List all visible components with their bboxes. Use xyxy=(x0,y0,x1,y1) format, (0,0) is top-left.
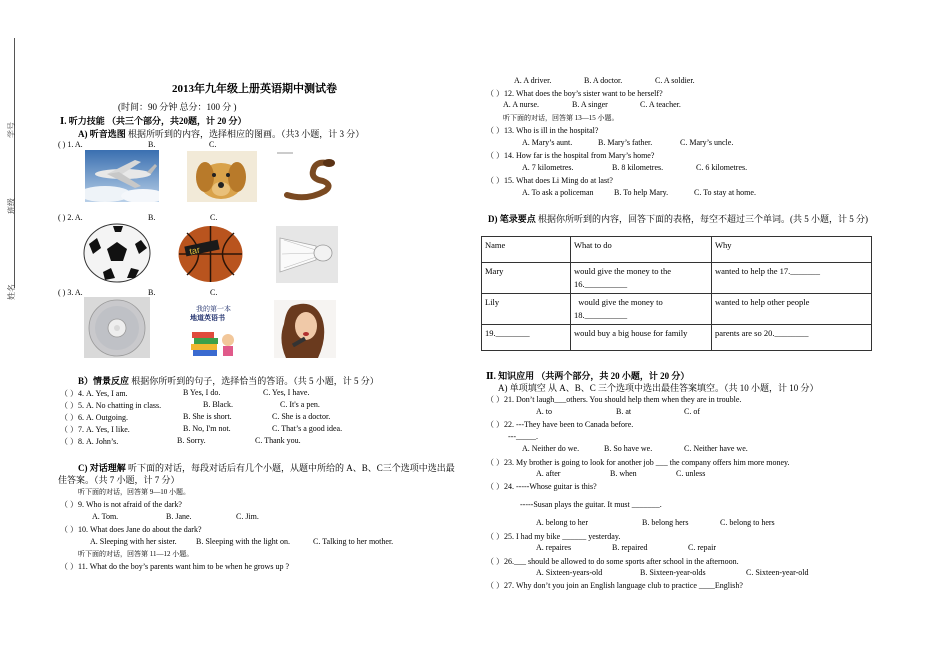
q13-c: C. Mary’s uncle. xyxy=(680,138,734,147)
q21-c: C. of xyxy=(684,407,700,416)
q7-b: B. No, I'm not. xyxy=(183,424,231,433)
section-d-line xyxy=(488,212,868,225)
table-header-row xyxy=(482,237,872,263)
q22-b: B. So have we. xyxy=(604,444,653,453)
q8-a: （ ）8. A. John’s. xyxy=(60,437,119,446)
q3-c: C. xyxy=(210,288,218,297)
section-c-desc: 听下面的对话，每段对话后有几个小题，从题中所给的 A、B、C三个选项中选出最 xyxy=(128,463,455,473)
q4-a: （ ）4. A. Yes, I am. xyxy=(60,389,128,398)
part2-heading: Ⅱ. 知识应用 （共两个部分，共 20 小题，计 20 分） xyxy=(486,371,690,381)
cd-disc-image xyxy=(84,297,150,358)
q24-reply: -----Susan plays the guitar. It must _______. xyxy=(520,500,662,509)
note-q11-12: 听下面的对话，回答第 11—12 小题。 xyxy=(78,550,194,558)
q11-c: C. A soldier. xyxy=(655,76,695,85)
q26-c: C. Sixteen-year-old xyxy=(746,568,809,577)
q22-c: C. Neither have we. xyxy=(684,444,748,453)
class-label: 班级 xyxy=(7,198,16,214)
q3-label: ( ) 3. A. xyxy=(58,288,83,297)
q6-a: （ ）6. A. Outgoing. xyxy=(60,413,128,422)
q11-b: B. A doctor. xyxy=(584,76,623,85)
table-cell: Mary xyxy=(482,263,571,294)
q14-b: B. 8 kilometres. xyxy=(612,163,664,172)
q6-b: B. She is short. xyxy=(183,412,232,421)
section-a-heading: A) 听音选图 xyxy=(78,129,126,139)
q25-c: C. repair xyxy=(688,543,716,552)
q10-a: A. Sleeping with her sister. xyxy=(90,537,177,546)
section-d-desc: 根据你所听到的内容，回答下面的表格，每空不超过三个单词。(共 5 小题，计 5 分) xyxy=(538,214,868,224)
table-row xyxy=(482,263,872,294)
table-row xyxy=(482,294,872,325)
table-header-why: Why xyxy=(712,237,872,263)
section-b-heading: B）情景反应 xyxy=(78,376,130,386)
q26-b: B. Sixteen-year-olds xyxy=(640,568,706,577)
q4-c: C. Yes, I have. xyxy=(263,388,310,397)
q26-a: A. Sixteen-years-old xyxy=(536,568,603,577)
book-title-line1: 我的第一本 xyxy=(196,305,231,313)
note-q9-10: 听下面的对话，回答第 9—10 小题。 xyxy=(78,488,190,496)
q27: （ ）27. Why don’t you join an English language club to practice ____English? xyxy=(486,581,743,590)
name-label: 姓名 xyxy=(7,284,16,300)
english-book-image xyxy=(186,298,241,358)
q14: （ ）14. How far is the hospital from Mary’s home? xyxy=(486,151,655,160)
part1-heading: Ⅰ. 听力技能 （共三个部分，共20题，计 20 分） xyxy=(60,116,247,126)
q1-c: C. xyxy=(209,140,217,149)
q10-b: B. Sleeping with the light on. xyxy=(196,537,290,546)
dictation-table xyxy=(481,236,872,351)
q3-b: B. xyxy=(148,288,156,297)
section-b-line xyxy=(78,374,379,387)
q24: （ ）24. -----Whose guitar is this? xyxy=(486,482,597,491)
q21: （ ）21. Don’t laugh___others. You should help them when they are in trouble. xyxy=(486,395,742,404)
q24-c: C. belong to hers xyxy=(720,518,775,527)
table-cell[interactable]: parents are so 20.________ xyxy=(712,325,872,351)
q15-a: A. To ask a policeman xyxy=(522,188,594,197)
q22-a: A. Neither do we. xyxy=(522,444,580,453)
table-header-name: Name xyxy=(482,237,571,263)
q1-b: B. xyxy=(148,140,156,149)
section-a-desc: 根据所听到的内容，选择相应的图画。（共3 小题，计 3 分） xyxy=(128,129,365,139)
q15-b: B. To help Mary. xyxy=(614,188,669,197)
q23: （ ）23. My brother is going to look for another job ___ the company offers him more money. xyxy=(486,458,790,467)
q11: （ ）11. What do the boy’s parents want him to be when he grows up ? xyxy=(60,562,289,571)
singing-woman-image xyxy=(274,300,336,358)
q14-a: A. 7 kilometres. xyxy=(522,163,574,172)
table-cell: would buy a big house for family xyxy=(571,325,712,351)
table-cell: wanted to help other people xyxy=(712,294,872,325)
table-cell[interactable]: would give the money to 18.__________ xyxy=(571,294,712,325)
q2-b: B. xyxy=(148,213,156,222)
q11-a: A. A driver. xyxy=(514,76,552,85)
airplane-image xyxy=(85,150,159,202)
q26: （ ）26.___ should be allowed to do some sports after school in the afternoon. xyxy=(486,557,739,566)
q25: （ ）25. I had my bike ______ yesterday. xyxy=(486,532,621,541)
table-cell[interactable]: would give the money to the 16.__________ xyxy=(571,263,712,294)
q5-b: B. Black. xyxy=(203,400,233,409)
q5-a: （ ）5. A. No chatting in class. xyxy=(60,401,162,410)
q6-c: C. She is a doctor. xyxy=(272,412,331,421)
section-c-heading: C) 对话理解 xyxy=(78,463,126,473)
q7-c: C. That’s a good idea. xyxy=(272,424,343,433)
q23-b: B. when xyxy=(610,469,637,478)
dog-image xyxy=(187,151,257,202)
q12-b: B. A singer xyxy=(572,100,608,109)
q15: （ ）15. What does Li Ming do at last? xyxy=(486,176,613,185)
q13: （ ）13. Who is ill in the hospital? xyxy=(486,126,599,135)
table-cell: Lily xyxy=(482,294,571,325)
q2-c: C. xyxy=(210,213,218,222)
part2-a-heading: A) 单项填空 从 A、B、C 三个选项中选出最佳答案填空。（共 10 小题，计 10 分） xyxy=(498,383,819,393)
note-q13-15: 听下面的对话，回答第 13—15 小题。 xyxy=(503,114,619,122)
q9-b: B. Jane. xyxy=(166,512,192,521)
q14-c: C. 6 kilometres. xyxy=(696,163,748,172)
q13-a: A. Mary’s aunt. xyxy=(522,138,573,147)
binding-line xyxy=(14,38,15,288)
q13-b: B. Mary’s father. xyxy=(598,138,653,147)
q12-a: A. A nurse. xyxy=(503,100,539,109)
section-d-heading: D) 笔录要点 xyxy=(488,214,536,224)
svg-text:tar: tar xyxy=(188,244,201,257)
table-cell[interactable]: 19.________ xyxy=(482,325,571,351)
section-c-desc-2: 佳答案。（共 7 小题，计 7 分） xyxy=(58,475,180,485)
q5-c: C. It's a pen. xyxy=(280,400,320,409)
q25-a: A. repaires xyxy=(536,543,572,552)
q8-b: B. Sorry. xyxy=(177,436,206,445)
q7-a: （ ）7. A. Yes, I like. xyxy=(60,425,130,434)
section-b-desc: 根据你所听到的句子，选择恰当的答语。（共 5 小题，计 5 分） xyxy=(131,376,379,386)
q8-c: C. Thank you. xyxy=(255,436,301,445)
snake-image xyxy=(277,151,339,202)
q10-c: C. Talking to her mother. xyxy=(313,537,394,546)
page-title: 2013年九年级上册英语期中测试卷 xyxy=(172,83,337,95)
q21-a: A. to xyxy=(536,407,552,416)
section-a-line xyxy=(78,127,364,140)
basketball-image xyxy=(177,225,244,283)
q22-reply: ---_____. xyxy=(508,432,538,441)
soccer-ball-image xyxy=(81,222,153,284)
shuttlecock-image xyxy=(276,226,338,283)
q2-label: ( ) 2. A. xyxy=(58,213,83,222)
table-cell[interactable]: wanted to help the 17._______ xyxy=(712,263,872,294)
q9-c: C. Jim. xyxy=(236,512,259,521)
seat-number-label: 学号 xyxy=(7,122,16,138)
q12: （ ）12. What does the boy’s sister want to be herself? xyxy=(486,89,663,98)
q23-c: C. unless xyxy=(676,469,706,478)
q12-c: C. A teacher. xyxy=(640,100,681,109)
q22: （ ）22. ---They have been to Canada before. xyxy=(486,420,634,429)
exam-time: (时间：90 分钟 总分：100 分 ) xyxy=(118,102,237,112)
q1-label: ( ) 1. A. xyxy=(58,140,83,149)
q24-a: A. belong to her xyxy=(536,518,588,527)
q15-c: C. To stay at home. xyxy=(694,188,756,197)
table-row xyxy=(482,325,872,351)
table-header-what: What to do xyxy=(571,237,712,263)
book-title-line2: 地道英语书 xyxy=(190,314,225,322)
q10: （ ）10. What does Jane do about the dark? xyxy=(60,525,202,534)
q21-b: B. at xyxy=(616,407,632,416)
q9: （ ）9. Who is not afraid of the dark? xyxy=(60,500,182,509)
q25-b: B. repaired xyxy=(612,543,648,552)
q23-a: A. after xyxy=(536,469,561,478)
q4-b: B Yes, I do. xyxy=(183,388,221,397)
q9-a: A. Tom. xyxy=(92,512,119,521)
q24-b: B. belong hers xyxy=(642,518,689,527)
